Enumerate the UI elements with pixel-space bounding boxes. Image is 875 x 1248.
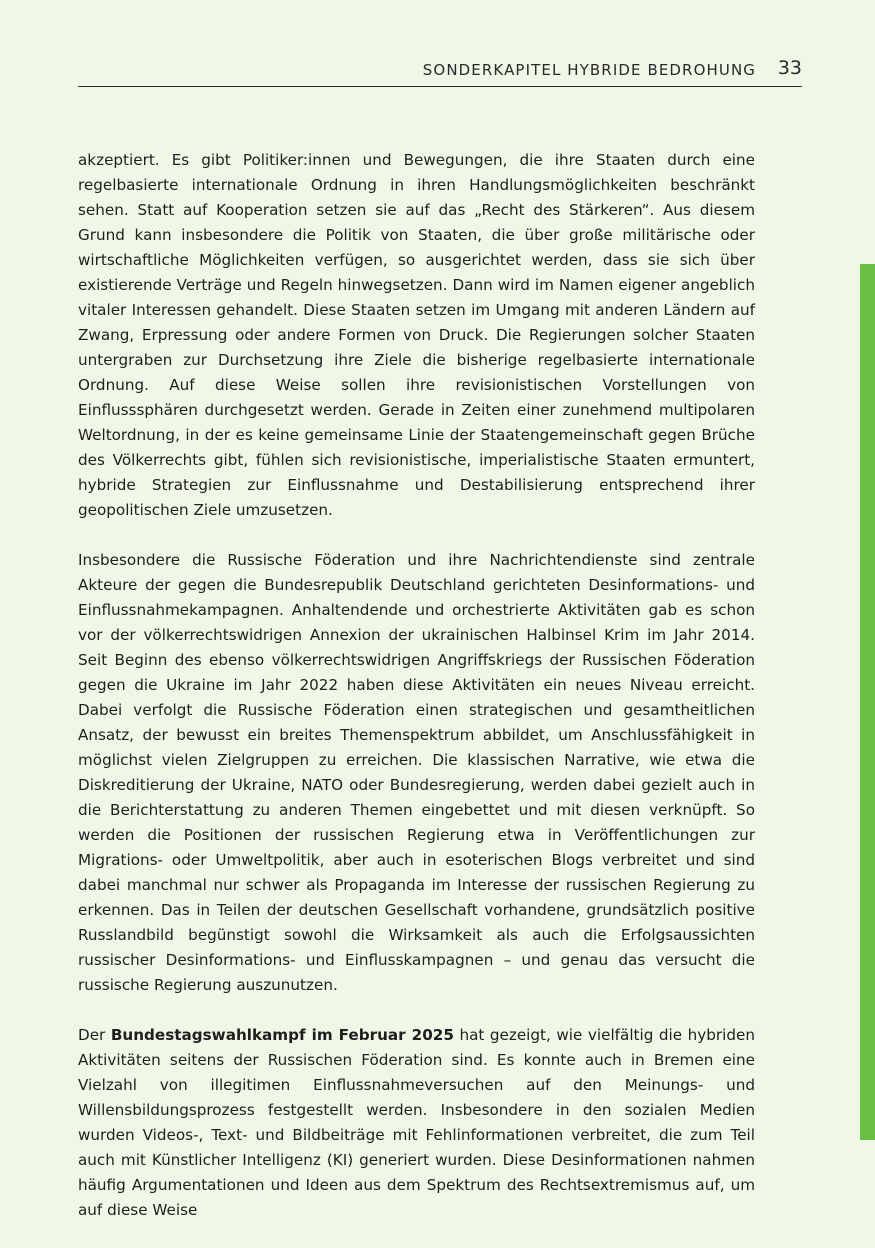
body-text [78, 148, 755, 1248]
bold-emphasis: Bundestagswahlkampf im Februar 2025 [110, 1026, 454, 1044]
paragraph-prefix: Der [78, 1026, 111, 1044]
page-header [78, 56, 802, 87]
paragraph-rest: hat gezeigt, wie vielfältig die hybriden Aktivitäten seitens der Russischen Föderation sind. Es konnte auch in Bremen eine Vielzahl von illegitimen Einflussnahmeversuchen auf den Meinungs- und Willensbildungsprozess festgestellt werden. Insbesondere in den sozialen Medien wurden Videos-, Text- und Bildbeiträge mit Fehlinformationen verbreitet, die zum Teil auch mit Künstlicher Intelligenz (KI) generiert wurden. Diese Desinformationen nahmen häufig Argumentationen und Ideen aus dem Spektrum des Rechtsextremismus auf, um auf diese Weise [78, 1026, 755, 1219]
chapter-title: SONDERKAPITEL HYBRIDE BEDROHUNG [422, 61, 756, 79]
paragraph: akzeptiert. Es gibt Politiker:innen und Bewegungen, die ihre Staaten durch eine regelbasierte internationale Ordnung in ihren Handlungsmöglichkeiten beschränkt sehen. Statt auf Kooperation setzen sie auf das „Recht des Stärkeren“. Aus diesem Grund kann insbesondere die Politik von Staaten, die über große militärische oder wirtschaftliche Möglichkeiten verfügen, so ausgerichtet werden, dass sie sich über existierende Verträge und Regeln hinwegsetzen. Dann wird im Namen eigener angeblich vitaler Interessen gehandelt. Diese Staaten setzen im Umgang mit anderen Ländern auf Zwang, Erpressung oder andere Formen von Druck. Die Regierungen solcher Staaten untergraben zur Durchsetzung ihre Ziele die bisherige regelbasierte internationale Ordnung. Auf diese Weise sollen ihre revisionistischen Vorstellungen von Einflusssphären durchgesetzt werden. Gerade in Zeiten einer zunehmend multipolaren Weltordnung, in der es keine gemeinsame Linie der Staatengemeinschaft gegen Brüche des Völkerrechts gibt, fühlen sich revisionistische, imperialistische Staaten ermuntert, hybride Strategien zur Einflussnahme und Destabilisierung entsprechend ihrer geopolitischen Ziele umzusetzen. [78, 151, 755, 519]
page-number: 33 [777, 57, 802, 79]
paragraph: Insbesondere die Russische Föderation und ihre Nachrichtendienste sind zentrale Akteure der gegen die Bundesrepublik Deutschland gerichteten Desinformations- und Einflussnahmekampagnen. Anhaltendende und orchestrierte Aktivitäten gab es schon vor der völkerrechtswidrigen Annexion der ukrainischen Halbinsel Krim im Jahr 2014. Seit Beginn des ebenso völkerrechtswidrigen Angriffskriegs der Russischen Föderation gegen die Ukraine im Jahr 2022 haben diese Aktivitäten ein neues Niveau erreicht. Dabei verfolgt die Russische Föderation einen strategischen und gesamtheitlichen Ansatz, der bewusst ein breites Themenspektrum abbildet, um Anschlussfähigkeit in möglichst vielen Zielgruppen zu erreichen. Die klassischen Narrative, wie etwa die Diskreditierung der Ukraine, NATO oder Bundesregierung, werden dabei gezielt auch in die Berichterstattung zu anderen Themen eingebettet und mit diesen verknüpft. So werden die Positionen der russischen Regierung etwa in Veröffentlichungen zur Migrations- oder Umweltpolitik, aber auch in esoterischen Blogs verbreitet und sind dabei manchmal nur schwer als Propaganda im Interesse der russischen Regierung zu erkennen. Das in Teilen der deutschen Gesellschaft vorhandene, grundsätzlich positive Russlandbild begünstigt sowohl die Wirksamkeit als auch die Erfolgsaussichten russischer Desinformations- und Einflusskampagnen – und genau das versucht die russische Regierung auszunutzen. [78, 551, 755, 994]
paragraph [78, 1023, 755, 1223]
chapter-marker-bar [860, 264, 875, 1140]
